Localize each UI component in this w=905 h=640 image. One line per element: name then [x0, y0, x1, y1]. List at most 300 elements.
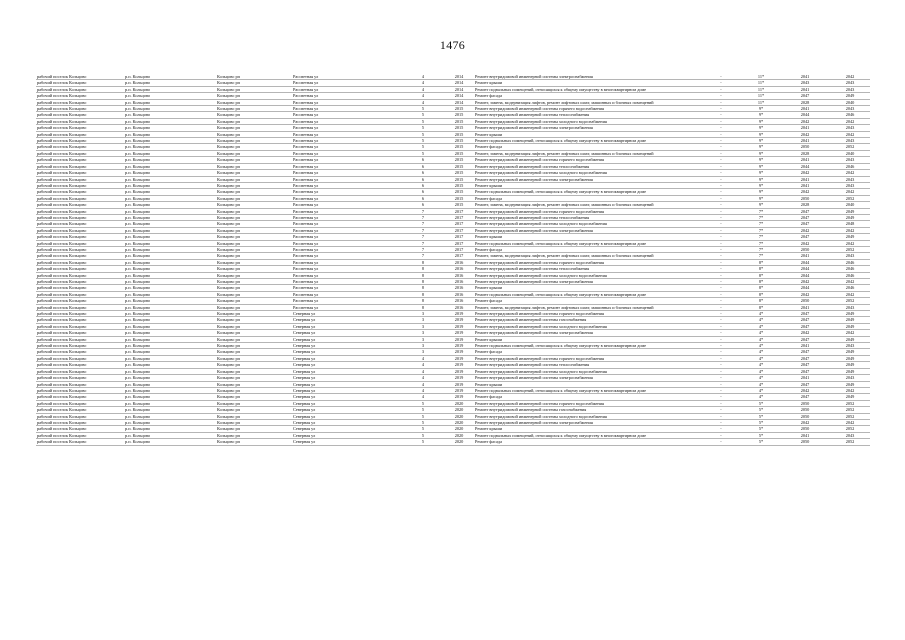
street-cell: Рассветная ул [292, 234, 402, 240]
plan-end-year-cell: 2042 [830, 74, 870, 80]
house-number-cell: 6 [402, 163, 444, 169]
plan-start-year-cell: 2047 [780, 336, 830, 342]
municipality-cell: р.п. Кольцово [124, 106, 216, 112]
commission-year-cell: 2014 [444, 93, 474, 99]
work-type-cell: Ремонт фасада [474, 246, 700, 252]
okrug-cell: Кольцово рп [216, 125, 292, 131]
category-cell: 4* [742, 311, 780, 317]
settlement-cell: рабочий поселок Кольцово [36, 86, 124, 92]
plan-end-year-cell: 2049 [830, 234, 870, 240]
street-cell: Северная ул [292, 413, 402, 419]
okrug-cell: Кольцово рп [216, 298, 292, 304]
municipality-cell: р.п. Кольцово [124, 86, 216, 92]
work-type-cell: Ремонт внутридомовой инженерной системы электроснабжения [474, 74, 700, 80]
settlement-cell: рабочий поселок Кольцово [36, 125, 124, 131]
category-cell: 9* [742, 144, 780, 150]
settlement-cell: рабочий поселок Кольцово [36, 214, 124, 220]
dash-cell: - [700, 285, 742, 291]
plan-end-year-cell: 2043 [830, 80, 870, 86]
category-cell: 5* [742, 432, 780, 438]
plan-end-year-cell: 2049 [830, 317, 870, 323]
plan-start-year-cell: 2042 [780, 131, 830, 137]
street-cell: Северная ул [292, 400, 402, 406]
settlement-cell: рабочий поселок Кольцово [36, 138, 124, 144]
plan-start-year-cell: 2042 [780, 240, 830, 246]
settlement-cell: рабочий поселок Кольцово [36, 240, 124, 246]
commission-year-cell: 2020 [444, 400, 474, 406]
commission-year-cell: 2016 [444, 291, 474, 297]
work-type-cell: Ремонт внутридомовой инженерной системы холодного водоснабжения [474, 170, 700, 176]
municipality-cell: р.п. Кольцово [124, 157, 216, 163]
plan-end-year-cell: 2046 [830, 112, 870, 118]
dash-cell: - [700, 93, 742, 99]
category-cell: 8* [742, 279, 780, 285]
work-type-cell: Ремонт крыши [474, 285, 700, 291]
dash-cell: - [700, 99, 742, 105]
commission-year-cell: 2020 [444, 426, 474, 432]
category-cell: 5* [742, 413, 780, 419]
okrug-cell: Кольцово рп [216, 272, 292, 278]
settlement-cell: рабочий поселок Кольцово [36, 93, 124, 99]
plan-start-year-cell: 2041 [780, 86, 830, 92]
plan-end-year-cell: 2042 [830, 387, 870, 393]
okrug-cell: Кольцово рп [216, 343, 292, 349]
plan-start-year-cell: 2041 [780, 432, 830, 438]
municipality-cell: р.п. Кольцово [124, 138, 216, 144]
dash-cell: - [700, 291, 742, 297]
street-cell: Рассветная ул [292, 182, 402, 188]
work-type-cell: Ремонт крыши [474, 80, 700, 86]
municipality-cell: р.п. Кольцово [124, 317, 216, 323]
work-type-cell: Ремонт, замена, модернизация лифтов, ремонт лифтовых шахт, машинных и блочных помещений [474, 99, 700, 105]
municipality-cell: р.п. Кольцово [124, 266, 216, 272]
dash-cell: - [700, 368, 742, 374]
commission-year-cell: 2017 [444, 246, 474, 252]
dash-cell: - [700, 195, 742, 201]
settlement-cell: рабочий поселок Кольцово [36, 285, 124, 291]
okrug-cell: Кольцово рп [216, 202, 292, 208]
settlement-cell: рабочий поселок Кольцово [36, 330, 124, 336]
street-cell: Рассветная ул [292, 266, 402, 272]
plan-end-year-cell: 2043 [830, 138, 870, 144]
street-cell: Рассветная ул [292, 208, 402, 214]
street-cell: Рассветная ул [292, 285, 402, 291]
settlement-cell: рабочий поселок Кольцово [36, 259, 124, 265]
work-type-cell: Ремонт внутридомовой инженерной системы холодного водоснабжения [474, 272, 700, 278]
okrug-cell: Кольцово рп [216, 349, 292, 355]
plan-end-year-cell: 2046 [830, 272, 870, 278]
dash-cell: - [700, 343, 742, 349]
municipality-cell: р.п. Кольцово [124, 176, 216, 182]
okrug-cell: Кольцово рп [216, 266, 292, 272]
house-number-cell: 4 [402, 387, 444, 393]
plan-start-year-cell: 2042 [780, 291, 830, 297]
street-cell: Рассветная ул [292, 202, 402, 208]
house-number-cell: 3 [402, 311, 444, 317]
okrug-cell: Кольцово рп [216, 163, 292, 169]
municipality-cell: р.п. Кольцово [124, 131, 216, 137]
municipality-cell: р.п. Кольцово [124, 285, 216, 291]
dash-cell: - [700, 336, 742, 342]
table-row [36, 439, 870, 445]
plan-end-year-cell: 2046 [830, 266, 870, 272]
house-number-cell: 3 [402, 330, 444, 336]
settlement-cell: рабочий поселок Кольцово [36, 381, 124, 387]
settlement-cell: рабочий поселок Кольцово [36, 291, 124, 297]
plan-start-year-cell: 2028 [780, 150, 830, 156]
dash-cell: - [700, 221, 742, 227]
plan-start-year-cell: 2050 [780, 298, 830, 304]
dash-cell: - [700, 227, 742, 233]
settlement-cell: рабочий поселок Кольцово [36, 355, 124, 361]
plan-start-year-cell: 2041 [780, 157, 830, 163]
settlement-cell: рабочий поселок Кольцово [36, 208, 124, 214]
category-cell: 5* [742, 407, 780, 413]
okrug-cell: Кольцово рп [216, 176, 292, 182]
street-cell: Северная ул [292, 362, 402, 368]
okrug-cell: Кольцово рп [216, 189, 292, 195]
municipality-cell: р.п. Кольцово [124, 246, 216, 252]
dash-cell: - [700, 125, 742, 131]
settlement-cell: рабочий поселок Кольцово [36, 323, 124, 329]
category-cell: 5* [742, 426, 780, 432]
street-cell: Рассветная ул [292, 304, 402, 310]
municipality-cell: р.п. Кольцово [124, 195, 216, 201]
house-number-cell: 6 [402, 202, 444, 208]
commission-year-cell: 2016 [444, 279, 474, 285]
settlement-cell: рабочий поселок Кольцово [36, 253, 124, 259]
plan-start-year-cell: 2041 [780, 182, 830, 188]
okrug-cell: Кольцово рп [216, 195, 292, 201]
work-type-cell: Ремонт подвальных помещений, относящихся к общему имуществу в многоквартирном доме [474, 387, 700, 393]
house-number-cell: 4 [402, 99, 444, 105]
okrug-cell: Кольцово рп [216, 375, 292, 381]
settlement-cell: рабочий поселок Кольцово [36, 304, 124, 310]
dash-cell: - [700, 272, 742, 278]
work-type-cell: Ремонт подвальных помещений, относящихся к общему имуществу в многоквартирном доме [474, 240, 700, 246]
category-cell: 7* [742, 246, 780, 252]
plan-start-year-cell: 2044 [780, 272, 830, 278]
house-number-cell: 7 [402, 234, 444, 240]
category-cell: 11* [742, 99, 780, 105]
dash-cell: - [700, 157, 742, 163]
dash-cell: - [700, 163, 742, 169]
commission-year-cell: 2019 [444, 343, 474, 349]
dash-cell: - [700, 176, 742, 182]
dash-cell: - [700, 202, 742, 208]
work-type-cell: Ремонт внутридомовой инженерной системы холодного водоснабжения [474, 323, 700, 329]
street-cell: Рассветная ул [292, 118, 402, 124]
house-number-cell: 5 [402, 426, 444, 432]
settlement-cell: рабочий поселок Кольцово [36, 74, 124, 80]
street-cell: Рассветная ул [292, 227, 402, 233]
municipality-cell: р.п. Кольцово [124, 163, 216, 169]
category-cell: 8* [742, 285, 780, 291]
commission-year-cell: 2015 [444, 138, 474, 144]
municipality-cell: р.п. Кольцово [124, 419, 216, 425]
dash-cell: - [700, 432, 742, 438]
municipality-cell: р.п. Кольцово [124, 80, 216, 86]
category-cell: 4* [742, 343, 780, 349]
house-number-cell: 5 [402, 118, 444, 124]
settlement-cell: рабочий поселок Кольцово [36, 432, 124, 438]
work-type-cell: Ремонт фасада [474, 93, 700, 99]
category-cell: 8* [742, 298, 780, 304]
plan-end-year-cell: 2042 [830, 291, 870, 297]
house-number-cell: 8 [402, 279, 444, 285]
municipality-cell: р.п. Кольцово [124, 400, 216, 406]
plan-end-year-cell: 2049 [830, 349, 870, 355]
commission-year-cell: 2015 [444, 150, 474, 156]
work-type-cell: Ремонт внутридомовой инженерной системы горячего водоснабжения [474, 157, 700, 163]
plan-end-year-cell: 2043 [830, 125, 870, 131]
municipality-cell: р.п. Кольцово [124, 387, 216, 393]
street-cell: Рассветная ул [292, 189, 402, 195]
plan-end-year-cell: 2043 [830, 304, 870, 310]
okrug-cell: Кольцово рп [216, 118, 292, 124]
okrug-cell: Кольцово рп [216, 387, 292, 393]
street-cell: Рассветная ул [292, 138, 402, 144]
municipality-cell: р.п. Кольцово [124, 291, 216, 297]
house-number-cell: 3 [402, 317, 444, 323]
street-cell: Рассветная ул [292, 221, 402, 227]
dash-cell: - [700, 279, 742, 285]
street-cell: Рассветная ул [292, 259, 402, 265]
settlement-cell: рабочий поселок Кольцово [36, 343, 124, 349]
okrug-cell: Кольцово рп [216, 381, 292, 387]
category-cell: 9* [742, 150, 780, 156]
municipality-cell: р.п. Кольцово [124, 234, 216, 240]
street-cell: Рассветная ул [292, 125, 402, 131]
dash-cell: - [700, 170, 742, 176]
settlement-cell: рабочий поселок Кольцово [36, 368, 124, 374]
plan-end-year-cell: 2042 [830, 330, 870, 336]
commission-year-cell: 2019 [444, 394, 474, 400]
category-cell: 9* [742, 106, 780, 112]
dash-cell: - [700, 394, 742, 400]
settlement-cell: рабочий поселок Кольцово [36, 157, 124, 163]
municipality-cell: р.п. Кольцово [124, 150, 216, 156]
dash-cell: - [700, 419, 742, 425]
plan-end-year-cell: 2049 [830, 93, 870, 99]
municipality-cell: р.п. Кольцово [124, 298, 216, 304]
municipality-cell: р.п. Кольцово [124, 355, 216, 361]
street-cell: Северная ул [292, 311, 402, 317]
okrug-cell: Кольцово рп [216, 157, 292, 163]
house-number-cell: 3 [402, 343, 444, 349]
okrug-cell: Кольцово рп [216, 246, 292, 252]
commission-year-cell: 2020 [444, 419, 474, 425]
plan-end-year-cell: 2042 [830, 118, 870, 124]
okrug-cell: Кольцово рп [216, 214, 292, 220]
street-cell: Рассветная ул [292, 99, 402, 105]
house-number-cell: 4 [402, 381, 444, 387]
house-number-cell: 6 [402, 170, 444, 176]
dash-cell: - [700, 189, 742, 195]
okrug-cell: Кольцово рп [216, 138, 292, 144]
plan-start-year-cell: 2041 [780, 253, 830, 259]
street-cell: Рассветная ул [292, 176, 402, 182]
settlement-cell: рабочий поселок Кольцово [36, 400, 124, 406]
work-type-cell: Ремонт внутридомовой инженерной системы теплоснабжения [474, 112, 700, 118]
settlement-cell: рабочий поселок Кольцово [36, 221, 124, 227]
street-cell: Рассветная ул [292, 298, 402, 304]
municipality-cell: р.п. Кольцово [124, 221, 216, 227]
settlement-cell: рабочий поселок Кольцово [36, 150, 124, 156]
dash-cell: - [700, 349, 742, 355]
street-cell: Рассветная ул [292, 291, 402, 297]
street-cell: Северная ул [292, 426, 402, 432]
category-cell: 7* [742, 240, 780, 246]
dash-cell: - [700, 80, 742, 86]
plan-start-year-cell: 2050 [780, 400, 830, 406]
category-cell: 4* [742, 375, 780, 381]
plan-end-year-cell: 2049 [830, 208, 870, 214]
plan-end-year-cell: 2049 [830, 362, 870, 368]
plan-end-year-cell: 2046 [830, 163, 870, 169]
plan-start-year-cell: 2050 [780, 439, 830, 445]
commission-year-cell: 2017 [444, 214, 474, 220]
dash-cell: - [700, 240, 742, 246]
plan-start-year-cell: 2047 [780, 349, 830, 355]
okrug-cell: Кольцово рп [216, 234, 292, 240]
okrug-cell: Кольцово рп [216, 426, 292, 432]
settlement-cell: рабочий поселок Кольцово [36, 182, 124, 188]
register-table-body [36, 74, 870, 445]
plan-end-year-cell: 2046 [830, 285, 870, 291]
street-cell: Северная ул [292, 439, 402, 445]
work-type-cell: Ремонт внутридомовой инженерной системы электроснабжения [474, 419, 700, 425]
category-cell: 7* [742, 234, 780, 240]
work-type-cell: Ремонт подвальных помещений, относящихся к общему имуществу в многоквартирном доме [474, 343, 700, 349]
plan-end-year-cell: 2042 [830, 189, 870, 195]
work-type-cell: Ремонт подвальных помещений, относящихся к общему имуществу в многоквартирном доме [474, 291, 700, 297]
work-type-cell: Ремонт внутридомовой инженерной системы горячего водоснабжения [474, 311, 700, 317]
house-number-cell: 4 [402, 80, 444, 86]
commission-year-cell: 2017 [444, 253, 474, 259]
house-number-cell: 4 [402, 362, 444, 368]
dash-cell: - [700, 86, 742, 92]
work-type-cell: Ремонт внутридомовой инженерной системы холодного водоснабжения [474, 221, 700, 227]
street-cell: Северная ул [292, 387, 402, 393]
okrug-cell: Кольцово рп [216, 182, 292, 188]
commission-year-cell: 2015 [444, 176, 474, 182]
commission-year-cell: 2019 [444, 336, 474, 342]
commission-year-cell: 2019 [444, 330, 474, 336]
municipality-cell: р.п. Кольцово [124, 227, 216, 233]
work-type-cell: Ремонт подвальных помещений, относящихся к общему имуществу в многоквартирном доме [474, 189, 700, 195]
work-type-cell: Ремонт подвальных помещений, относящихся к общему имуществу в многоквартирном доме [474, 432, 700, 438]
okrug-cell: Кольцово рп [216, 112, 292, 118]
category-cell: 9* [742, 157, 780, 163]
house-number-cell: 8 [402, 304, 444, 310]
settlement-cell: рабочий поселок Кольцово [36, 439, 124, 445]
municipality-cell: р.п. Кольцово [124, 394, 216, 400]
commission-year-cell: 2017 [444, 234, 474, 240]
okrug-cell: Кольцово рп [216, 362, 292, 368]
house-number-cell: 7 [402, 227, 444, 233]
work-type-cell: Ремонт внутридомовой инженерной системы электроснабжения [474, 176, 700, 182]
street-cell: Рассветная ул [292, 86, 402, 92]
street-cell: Северная ул [292, 336, 402, 342]
municipality-cell: р.п. Кольцово [124, 426, 216, 432]
work-type-cell: Ремонт фасада [474, 349, 700, 355]
work-type-cell: Ремонт внутридомовой инженерной системы электроснабжения [474, 330, 700, 336]
plan-end-year-cell: 2042 [830, 131, 870, 137]
commission-year-cell: 2019 [444, 381, 474, 387]
category-cell: 11* [742, 93, 780, 99]
dash-cell: - [700, 106, 742, 112]
category-cell: 9* [742, 195, 780, 201]
settlement-cell: рабочий поселок Кольцово [36, 272, 124, 278]
commission-year-cell: 2015 [444, 144, 474, 150]
work-type-cell: Ремонт крыши [474, 131, 700, 137]
okrug-cell: Кольцово рп [216, 80, 292, 86]
street-cell: Северная ул [292, 323, 402, 329]
dash-cell: - [700, 330, 742, 336]
work-type-cell: Ремонт подвальных помещений, относящихся к общему имуществу в многоквартирном доме [474, 86, 700, 92]
street-cell: Северная ул [292, 330, 402, 336]
street-cell: Рассветная ул [292, 112, 402, 118]
dash-cell: - [700, 413, 742, 419]
municipality-cell: р.п. Кольцово [124, 407, 216, 413]
category-cell: 9* [742, 131, 780, 137]
plan-start-year-cell: 2047 [780, 234, 830, 240]
okrug-cell: Кольцово рп [216, 74, 292, 80]
settlement-cell: рабочий поселок Кольцово [36, 112, 124, 118]
street-cell: Рассветная ул [292, 106, 402, 112]
okrug-cell: Кольцово рп [216, 400, 292, 406]
commission-year-cell: 2019 [444, 375, 474, 381]
settlement-cell: рабочий поселок Кольцово [36, 375, 124, 381]
plan-end-year-cell: 2049 [830, 355, 870, 361]
commission-year-cell: 2020 [444, 439, 474, 445]
work-type-cell: Ремонт, замена, модернизация лифтов, ремонт лифтовых шахт, машинных и блочных помещений [474, 150, 700, 156]
work-type-cell: Ремонт фасада [474, 195, 700, 201]
plan-start-year-cell: 2044 [780, 266, 830, 272]
dash-cell: - [700, 266, 742, 272]
house-number-cell: 6 [402, 157, 444, 163]
street-cell: Рассветная ул [292, 246, 402, 252]
okrug-cell: Кольцово рп [216, 419, 292, 425]
category-cell: 11* [742, 86, 780, 92]
house-number-cell: 7 [402, 208, 444, 214]
work-type-cell: Ремонт внутридомовой инженерной системы теплоснабжения [474, 266, 700, 272]
okrug-cell: Кольцово рп [216, 311, 292, 317]
category-cell: 4* [742, 330, 780, 336]
work-type-cell: Ремонт внутридомовой инженерной системы теплоснабжения [474, 163, 700, 169]
municipality-cell: р.п. Кольцово [124, 336, 216, 342]
settlement-cell: рабочий поселок Кольцово [36, 189, 124, 195]
category-cell: 11* [742, 74, 780, 80]
commission-year-cell: 2017 [444, 227, 474, 233]
okrug-cell: Кольцово рп [216, 368, 292, 374]
plan-end-year-cell: 2052 [830, 407, 870, 413]
street-cell: Северная ул [292, 419, 402, 425]
street-cell: Рассветная ул [292, 157, 402, 163]
street-cell: Северная ул [292, 317, 402, 323]
plan-end-year-cell: 2048 [830, 221, 870, 227]
plan-start-year-cell: 2042 [780, 170, 830, 176]
plan-end-year-cell: 2043 [830, 343, 870, 349]
commission-year-cell: 2016 [444, 272, 474, 278]
category-cell: 4* [742, 323, 780, 329]
dash-cell: - [700, 234, 742, 240]
settlement-cell: рабочий поселок Кольцово [36, 279, 124, 285]
commission-year-cell: 2020 [444, 432, 474, 438]
work-type-cell: Ремонт внутридомовой инженерной системы холодного водоснабжения [474, 413, 700, 419]
plan-start-year-cell: 2050 [780, 413, 830, 419]
